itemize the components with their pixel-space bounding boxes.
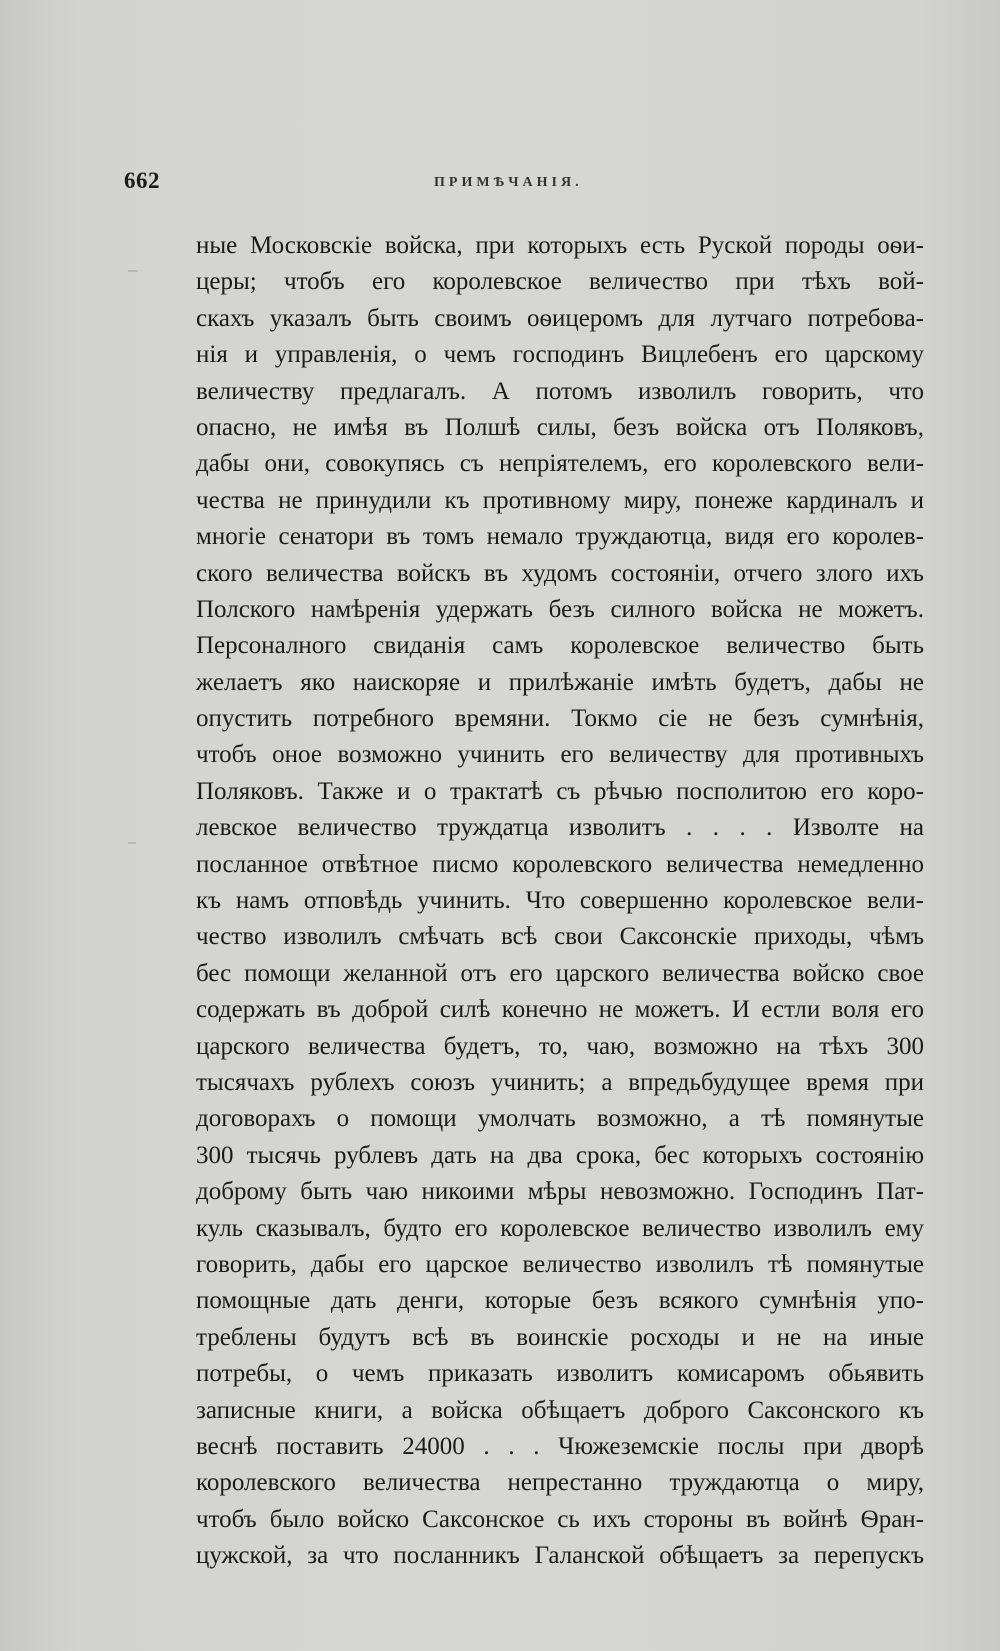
- text-line: чества не принудили къ противному миру, понеже кардиналъ и: [196, 486, 924, 514]
- text-line: говорить, дабы его царское величество изволилъ тѣ помянутые: [196, 1250, 924, 1278]
- text-line: куль сказывалъ, будто его королевское величество изволилъ ему: [196, 1214, 924, 1242]
- margin-mark: [128, 270, 138, 272]
- text-line: многіе сенатори въ томъ немало труждаютца, видя его королев-: [196, 523, 924, 551]
- page-number: 662: [124, 168, 160, 193]
- text-line: договорахъ о помощи умолчать возможно, а тѣ помянутые: [196, 1105, 924, 1133]
- text-line: тысячахъ рублехъ союзъ учинить; а впредьбудущее время при: [196, 1068, 924, 1096]
- text-line: опустить потребного времяни. Токмо сіе не безъ сумнѣнія,: [196, 705, 924, 733]
- text-line: Поляковъ. Также и о трактатѣ съ рѣчью посполитою его коро-: [196, 777, 924, 805]
- text-line: къ намъ отповѣдь учинить. Что совершенно королевское вели-: [196, 887, 924, 915]
- text-line: потребы, о чемъ приказать изволитъ комисаромъ обьявить: [196, 1360, 924, 1388]
- text-line: чтобъ оное возможно учинить его величеству для противныхъ: [196, 741, 924, 769]
- text-line: королевского величества непрестанно труждаютца о миру,: [196, 1469, 924, 1497]
- text-line: доброму быть чаю никоими мѣры невозможно. Господинъ Пат-: [196, 1178, 924, 1206]
- text-line: 300 тысячь рублевъ дать на два срока, бес которыхъ состоянію: [196, 1141, 924, 1169]
- text-line: желаетъ яко наискоряе и прилѣжаніе имѣть будетъ, дабы не: [196, 668, 924, 696]
- text-line: чество изволилъ смѣчать всѣ свои Саксонскіе приходы, чѣмъ: [196, 923, 924, 951]
- body-text: [196, 228, 924, 1574]
- text-line: ные Московскіе войска, при которыхъ есть Руской породы оѳи-: [196, 232, 924, 259]
- running-head: ПРИМѢЧАНІЯ.: [434, 175, 583, 190]
- text-line: содержать въ доброй силѣ конечно не можетъ. И естли воля его: [196, 996, 924, 1024]
- text-line: левское величество труждатца изволитъ . . . . Изволте на: [196, 814, 924, 842]
- text-line: царского величества будетъ, то, чаю, возможно на тѣхъ 300: [196, 1032, 924, 1060]
- text-line: цужской, за что посланникъ Галанской обѣщаетъ за перепускъ: [196, 1542, 924, 1570]
- text-line: помощные дать денги, которые безъ всякого сумнѣнія упо-: [196, 1287, 924, 1315]
- page-header: [124, 168, 924, 208]
- text-line: скахъ указалъ быть своимъ оѳицеромъ для лутчаго потребова-: [196, 304, 924, 332]
- text-line: Персоналного свиданія самъ королевское величество быть: [196, 632, 924, 660]
- text-line: ского величества войскъ въ худомъ состояніи, отчего злого ихъ: [196, 559, 924, 587]
- text-line: чтобъ было войско Саксонское сь ихъ стороны въ войнѣ Ѳран-: [196, 1505, 924, 1533]
- text-line: треблены будутъ всѣ въ воинскіе росходы и не на иные: [196, 1323, 924, 1351]
- text-line: дабы они, совокупясь съ непріятелемъ, его королевского вели-: [196, 450, 924, 478]
- text-line: церы; чтобъ его королевское величество при тѣхъ вой-: [196, 268, 924, 296]
- text-line: величеству предлагалъ. А потомъ изволилъ говорить, что: [196, 377, 924, 405]
- text-line: опасно, не имѣя въ Полшѣ силы, безъ войска отъ Поляковъ,: [196, 413, 924, 441]
- text-line: записные книги, а войска обѣщаетъ доброго Саксонского къ: [196, 1396, 924, 1424]
- text-line: нія и управленія, о чемъ господинъ Вицлебенъ его царскому: [196, 341, 924, 369]
- margin-mark: [128, 842, 136, 844]
- text-line: веснѣ поставить 24000 . . . Чюжеземскіе послы при дворѣ: [196, 1432, 924, 1460]
- text-line: бес помощи желанной отъ его царского величества войско свое: [196, 959, 924, 987]
- text-line: Полского намѣренія удержать безъ силного войска не можетъ.: [196, 595, 924, 623]
- text-line: посланное отвѣтное писмо королевского величества немедленно: [196, 850, 924, 878]
